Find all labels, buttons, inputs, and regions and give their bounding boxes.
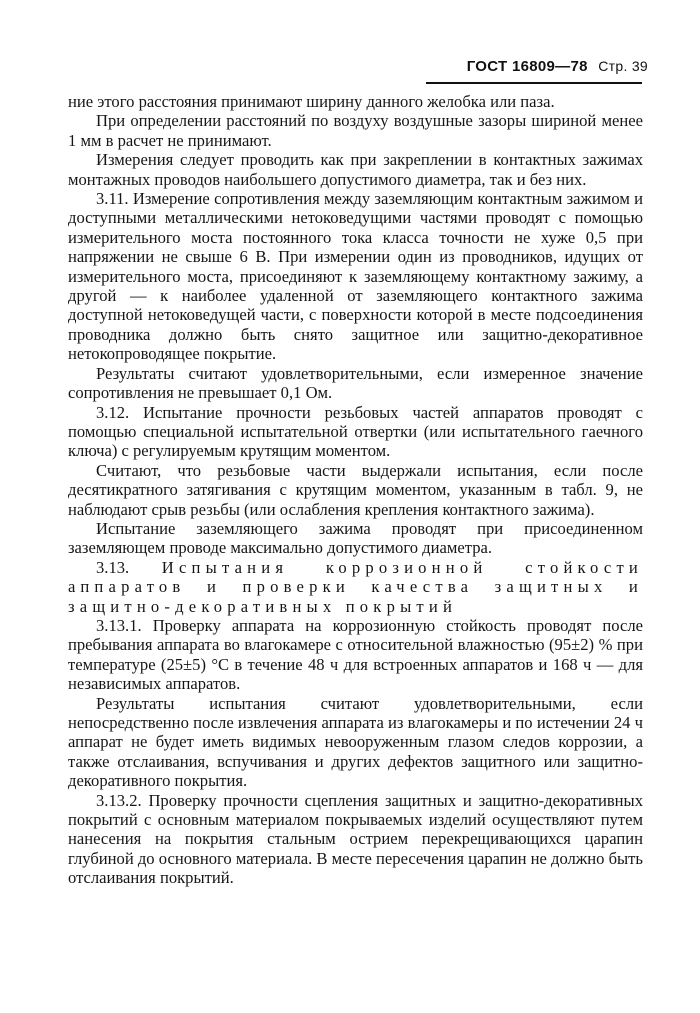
- paragraph: 3.12. Испытание прочности резьбовых частей аппаратов проводят с помощью специальной испытательной отвертки (или испытательного гаечного ключа) с регулируемым крутящим моментом.: [68, 402, 643, 461]
- page-number: Стр. 39: [598, 58, 648, 74]
- paragraph: Результаты считают удовлетворительными, если измеренное значение сопротивления не превышает 0,1 Ом.: [68, 363, 643, 403]
- paragraph: 3.11. Измерение сопротивления между заземляющим контактным зажимом и доступными металлическими нетоковедущими частями проводят с помощью измерительного моста постоянного тока класса точности не хуже 0,5 при напряжении не свыше 6 В. При измерении один из проводников, идущих от измерительного моста, присоединяют к заземляющему контактному зажиму, а другой — к наиболее удаленной от заземляющего контактного зажима доступной нетоковедущей части, с поверхности которой в месте подсоединения проводника должно быть снято защитное или защитно-декоративное нетокопроводящее покрытие.: [68, 189, 643, 364]
- paragraph: 3.13.2. Проверку прочности сцепления защитных и защитно-декоративных покрытий с основным материалом покрываемых изделий осуществляют путем нанесения на покрытия стальным острием перекрещивающихся царапин глубиной до основного материала. В месте пересечения царапин не должно быть отслаивания покрытий.: [68, 790, 644, 888]
- header-rule: [426, 82, 642, 84]
- paragraph: ние этого расстояния принимают ширину данного желобка или паза.: [68, 92, 555, 111]
- document-body: [68, 92, 643, 888]
- page-header: [467, 58, 648, 75]
- paragraph: Испытание заземляющего зажима проводят при присоединенном заземляющем проводе максимально допустимого диаметра.: [68, 518, 643, 558]
- standard-number: ГОСТ 16809—78: [466, 58, 588, 75]
- section-title: Испытания коррозионной стойкости аппаратов и проверки качества защитных и защитно-декоративных покрытий: [68, 557, 643, 616]
- paragraph: Считают, что резьбовые части выдержали испытания, если после десятикратного затягивания с крутящим моментом, указанным в табл. 9, не наблюдают срыв резьбы (или ослабления крепления контактного зажима).: [68, 460, 643, 519]
- paragraph: При определении расстояний по воздуху воздушные зазоры шириной менее 1 мм в расчет не принимают.: [68, 111, 643, 150]
- section-number: 3.13.: [96, 557, 130, 577]
- paragraph: Результаты испытания считают удовлетворительными, если непосредственно после извлечения аппарата из влагокамеры и по истечении 24 ч аппарат не будет иметь видимых невооруженным глазом следов коррозии, а также отслаивания, вспучивания и других дефектов защитного или защитно-декоративного покрытия.: [68, 693, 643, 791]
- section-heading: [68, 558, 643, 616]
- paragraph: Измерения следует проводить как при закреплении в контактных зажимах монтажных проводов наибольшего допустимого диаметра, так и без них.: [68, 150, 643, 189]
- paragraph: 3.13.1. Проверку аппарата на коррозионную стойкость проводят после пребывания аппарата во влагокамере с относительной влажностью (95±2) % при температуре (25±5) °С в течение 48 ч для встроенных аппаратов и 168 ч — для независимых аппаратов.: [68, 615, 643, 694]
